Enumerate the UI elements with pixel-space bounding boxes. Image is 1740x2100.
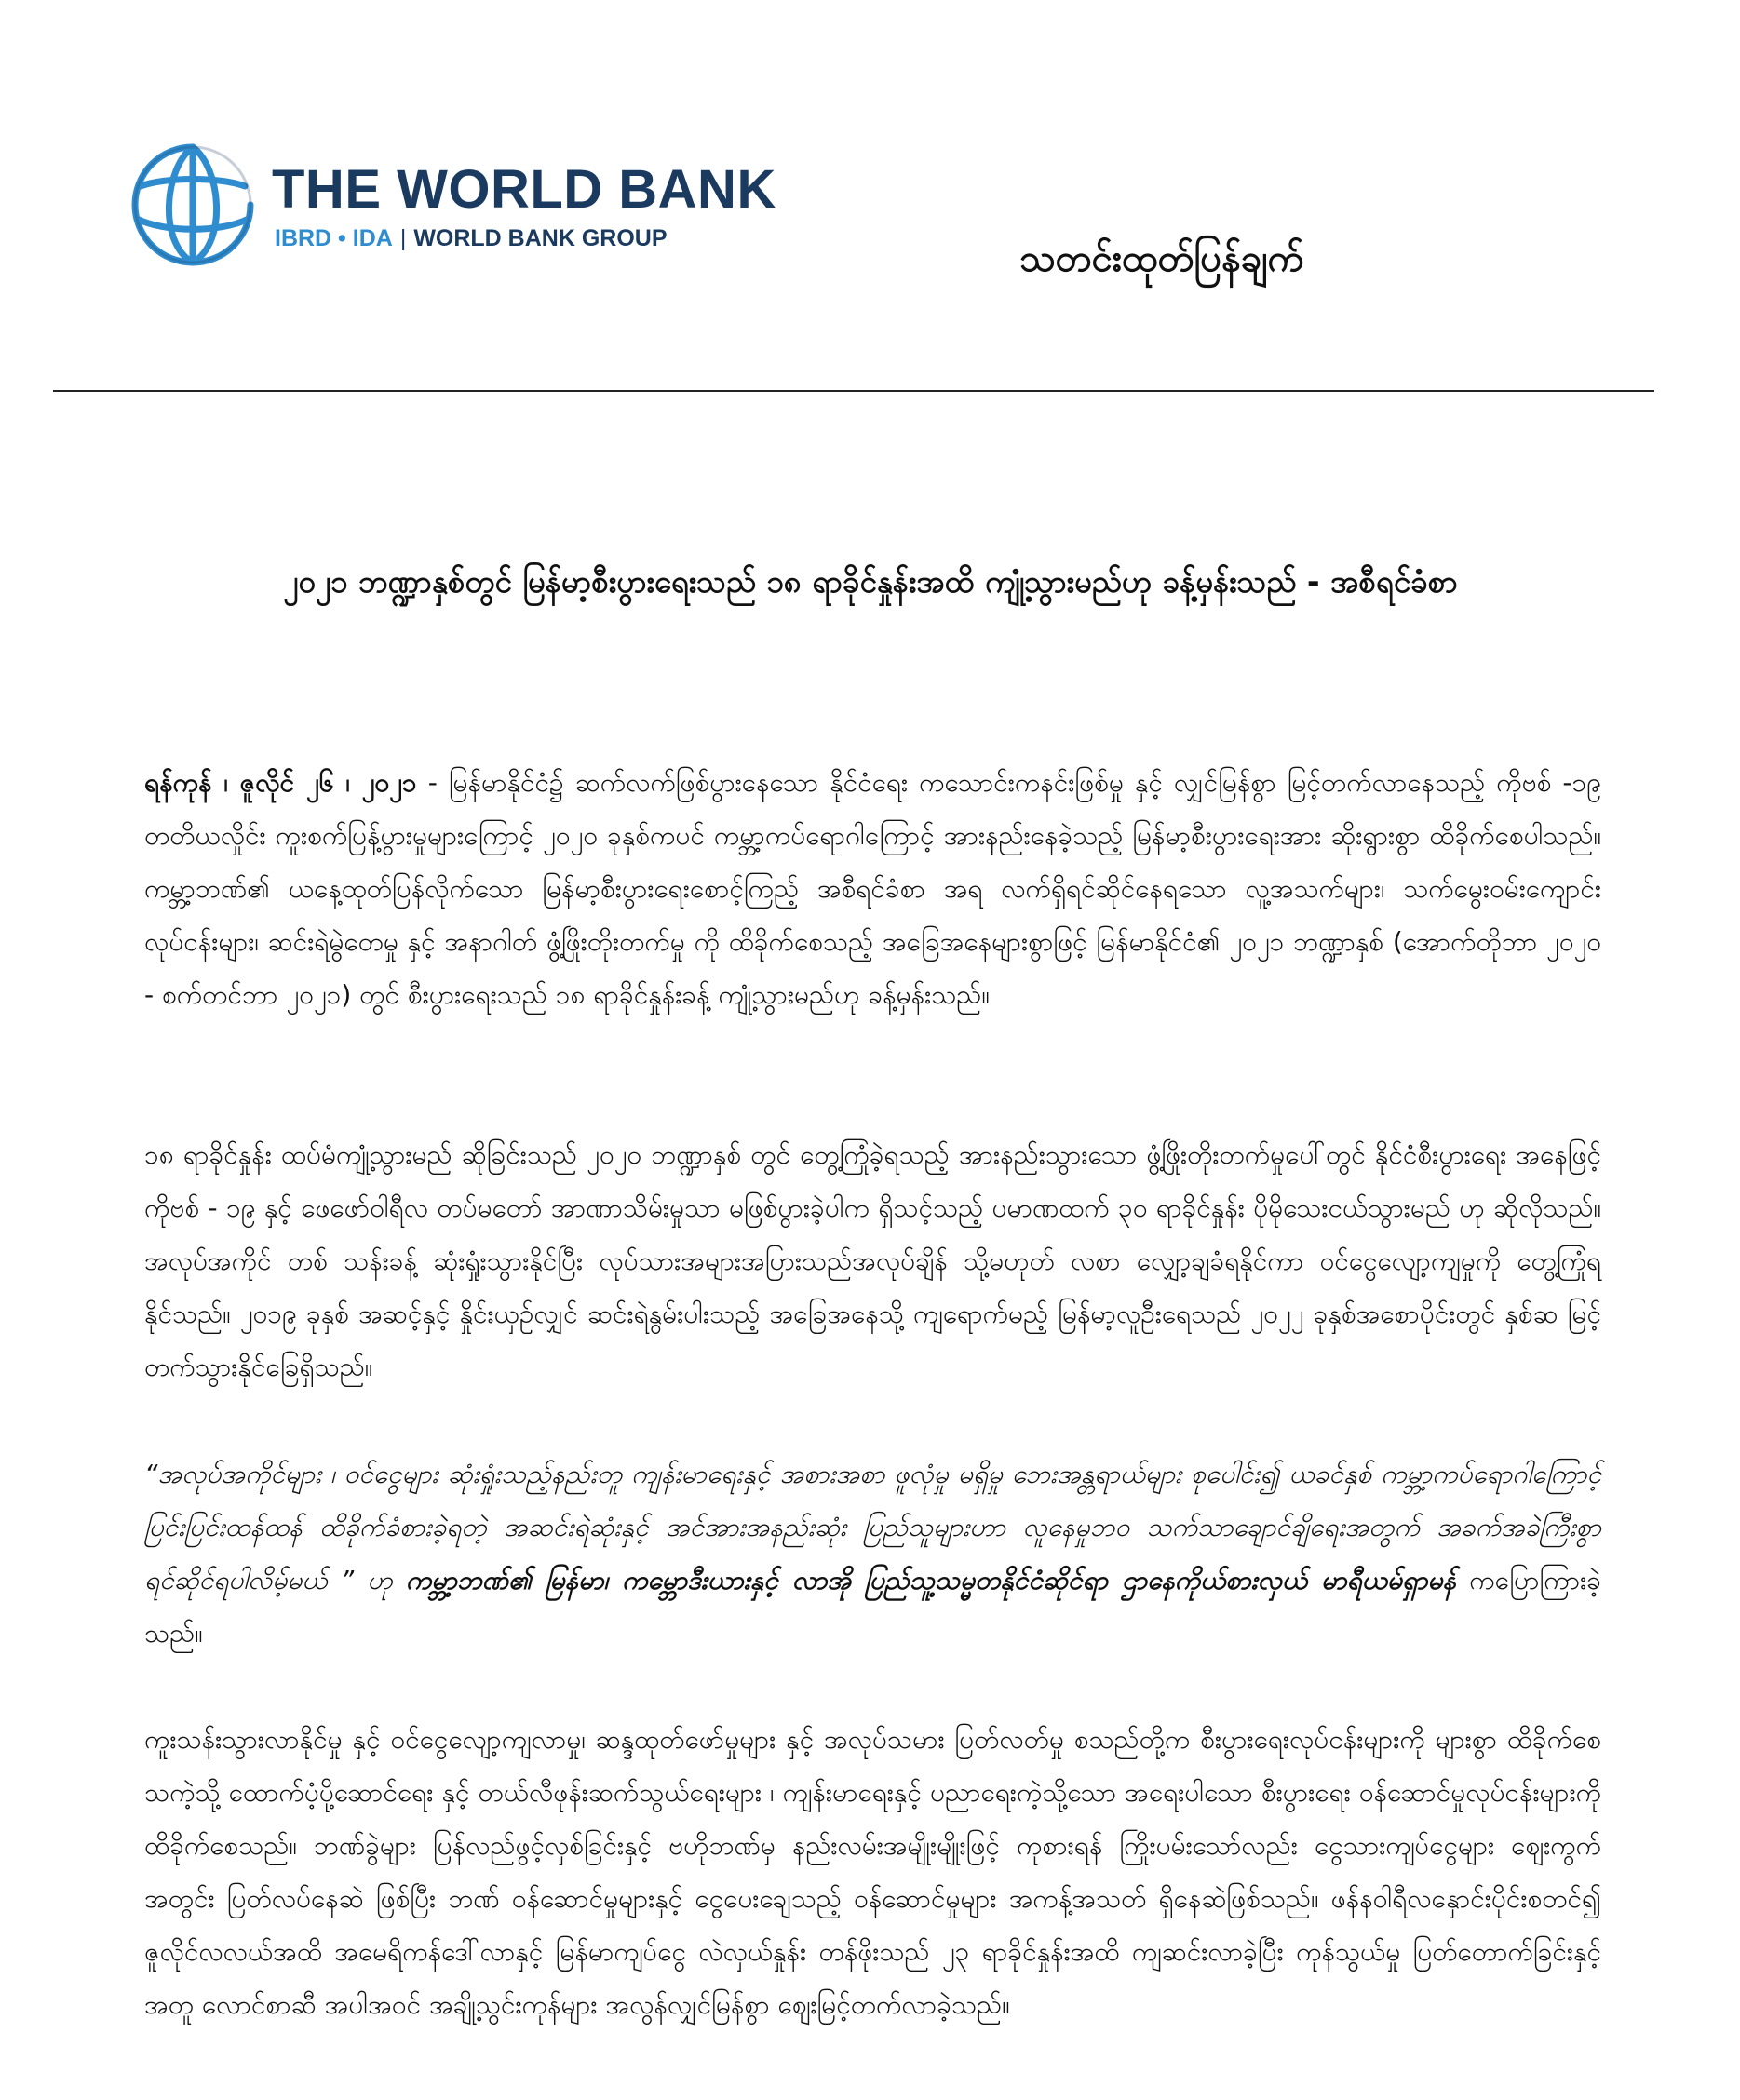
paragraph-3-quote: [144, 1447, 1601, 1660]
world-bank-logo: [128, 140, 779, 279]
quote-text: “အလုပ်အကိုင်များ ၊ ဝင်ငွေများ ဆုံးရှုံးသည့်နည်းတူ ကျန်းမာရေးနှင့် အစားအစာ ဖူလုံမှု မရှိမှု ဘေးအန္တရာယ်များ စုပေါင်း၍ ယခင်နှစ် ကမ္ဘာ့ကပ်ရောဂါကြောင့် ပြင်းပြင်းထန်ထန် ထိခိုက်ခံစားခဲ့ရတဲ့ အဆင်းရဲဆုံးနှင့် အင်အားအနည်းဆုံး ပြည်သူများဟာ လူနေမှုဘဝ သက်သာချောင်ချိရေးအတွက် အခက်အခဲကြီးစွာ ရင်ဆိုင်ရပါလိမ့်မယ် ” ဟု: [144, 1459, 1602, 1595]
paragraph-4: ကူးသန်းသွားလာနိုင်မှု နှင့် ဝင်ငွေလျော့ကျလာမှု၊ ဆန္ဒထုတ်ဖော်မှုများ နှင့် အလုပ်သမား ပြတ်လတ်မှု စသည်တို့က စီးပွားရေးလုပ်ငန်းများကို များစွာ ထိခိုက်စေသကဲ့သို့ ထောက်ပံ့ပို့ဆောင်ရေး နှင့် တယ်လီဖုန်းဆက်သွယ်ရေးများ ၊ ကျန်းမာရေးနှင့် ပညာရေးကဲ့သို့သော အရေးပါသော စီးပွားရေး ဝန်ဆောင်မှုလုပ်ငန်းများကို ထိခိုက်စေသည်။ ဘဏ်ခွဲများ ပြန်လည်ဖွင့်လှစ်ခြင်းနှင့် ဗဟိုဘဏ်မှ နည်းလမ်းအမျိုးမျိုးဖြင့် ကုစားရန် ကြိုးပမ်းသော်လည်း ငွေသားကျပ်ငွေများ ဈေးကွက်အတွင်း ပြတ်လပ်နေဆဲ ဖြစ်ပြီး ဘဏ် ဝန်ဆောင်မှုများနှင့် ငွေပေးချေသည့် ဝန်ဆောင်မှုများ အကန့်အသတ် ရှိနေဆဲဖြစ်သည်။ ဖန်နဝါရီလနှောင်းပိုင်းစတင်၍ ဇူလိုင်လလယ်အထိ အမေရိကန်ဒေါ်လာနှင့် မြန်မာကျပ်ငွေ လဲလှယ်နှုန်း တန်ဖိုးသည် ၂၃ ရာခိုင်နှုန်းအထိ ကျဆင်းလာခဲ့ပြီး ကုန်သွယ်မှု ပြတ်တောက်ခြင်းနှင့်အတူ လောင်စာဆီ အပါအဝင် အချို့သွင်းကုန်များ အလွန်လျှင်မြန်စွာ ဈေးမြင့်တက်လာခဲ့သည်။: [144, 1724, 1601, 2020]
dateline: ရန်ကုန် ၊ ဇူလိုင် ၂၆ ၊ ၂၀၂၁: [144, 767, 417, 798]
paragraph-1-text: - မြန်မာနိုင်ငံ၌ ဆက်လက်ဖြစ်ပွားနေသော နိုင်ငံရေး ကသောင်းကနင်းဖြစ်မှု နှင့် လျှင်မြန်စွာ မြင့်တက်လာနေသည့် ကိုဗစ် -၁၉ တတိယလှိုင်း ကူးစက်ပြန့်ပွားမှုများကြောင့် ၂၀၂၀ ခုနှစ်ကပင် ကမ္ဘာ့ကပ်ရောဂါကြောင့် အားနည်းနေခဲ့သည့် မြန်မာ့စီးပွားရေးအား ဆိုးရွားစွာ ထိခိုက်စေပါသည်။ ကမ္ဘာ့ဘဏ်၏ ယနေ့ထုတ်ပြန်လိုက်သော မြန်မာ့စီးပွားရေးစောင့်ကြည့် အစီရင်ခံစာ အရ လက်ရှိရင်ဆိုင်နေရသော လူ့အသက်များ၊ သက်မွေးဝမ်းကျောင်းလုပ်ငန်းများ၊ ဆင်းရဲမွဲတေမှု နှင့် အနာဂါတ် ဖွံ့ဖြိုးတိုးတက်မှု ကို ထိခိုက်စေသည့် အခြေအနေများစွာဖြင့် မြန်မာနိုင်ငံ၏ ၂၀၂၁ ဘဏ္ဍာနှစ် (အောက်တိုဘာ ၂၀၂၀ - စက်တင်ဘာ ၂၀၂၁) တွင် စီးပွားရေးသည် ၁၈ ရာခိုင်နှုန်းခန့် ကျုံ့သွားမည်ဟု ခန့်မှန်းသည်။: [144, 767, 1601, 1010]
globe-icon: [128, 140, 258, 270]
paragraph-1: [144, 756, 1601, 1021]
logo-world-bank-group: WORLD BANK GROUP: [413, 225, 668, 251]
logo-ibrd-ida: IBRD • IDA: [275, 225, 393, 251]
quote-tail: ကပြောကြားခဲ့သည်။: [144, 1565, 1601, 1649]
press-release-label: သတင်းထုတ်ပြန်ချက်: [1019, 237, 1304, 280]
logo-separator: |: [399, 225, 407, 251]
logo-title: THE WORLD BANK: [272, 159, 776, 220]
header-divider: [53, 390, 1654, 392]
quote-speaker: ကမ္ဘာ့ဘဏ်၏ မြန်မာ၊ ကမ္ဘောဒီးယားနှင့် လာအို ပြည်သူ့သမ္မတနိုင်ငံဆိုင်ရာ ဌာနေကိုယ်စားလှယ် မာရီယမ်ရှာမန်: [405, 1565, 1457, 1595]
headline: ၂၀၂၁ ဘဏ္ဍာနှစ်တွင် မြန်မာ့စီးပွားရေးသည် ၁၈ ရာခိုင်နှုန်းအထိ ကျုံ့သွားမည်ဟု ခန့်မှန်းသည် - အစီရင်ခံစာ: [283, 563, 1458, 599]
paragraph-2: ၁၈ ရာခိုင်နှုန်း ထပ်မံကျုံ့သွားမည် ဆိုခြင်းသည် ၂၀၂၀ ဘဏ္ဍာနှစ် တွင် တွေ့ကြုံခဲ့ရသည့် အားနည်းသွားသော ဖွံ့ဖြိုးတိုးတက်မှုပေါ်တွင် နိုင်ငံစီးပွားရေး အနေဖြင့် ကိုဗစ် - ၁၉ နှင့် ဖေဖော်ဝါရီလ တပ်မတော် အာဏာသိမ်းမှုသာ မဖြစ်ပွားခဲ့ပါက ရှိသင့်သည့် ပမာဏထက် ၃၀ ရာခိုင်နှုန်း ပိုမိုသေးငယ်သွားမည် ဟု ဆိုလိုသည်။ အလုပ်အကိုင် တစ် သန်းခန့် ဆုံးရှုံးသွားနိုင်ပြီး လုပ်သားအများအပြားသည်အလုပ်ချိန် သို့မဟုတ် လစာ လျှော့ချခံရနိုင်ကာ ဝင်ငွေလျော့ကျမှုကို တွေ့ကြုံရနိုင်သည်။ ၂၀၁၉ ခုနှစ် အဆင့်နှင့် နှိုင်းယှဉ်လျှင် ဆင်းရဲနွမ်းပါးသည့် အခြေအနေသို့ ကျရောက်မည့် မြန်မာ့လူဦးရေသည် ၂၀၂၂ ခုနှစ်အစောပိုင်းတွင် နှစ်ဆ မြင့်တက်သွားနိုင်ခြေရှိသည်။: [144, 1139, 1601, 1382]
logo-subtitle: [275, 225, 668, 252]
